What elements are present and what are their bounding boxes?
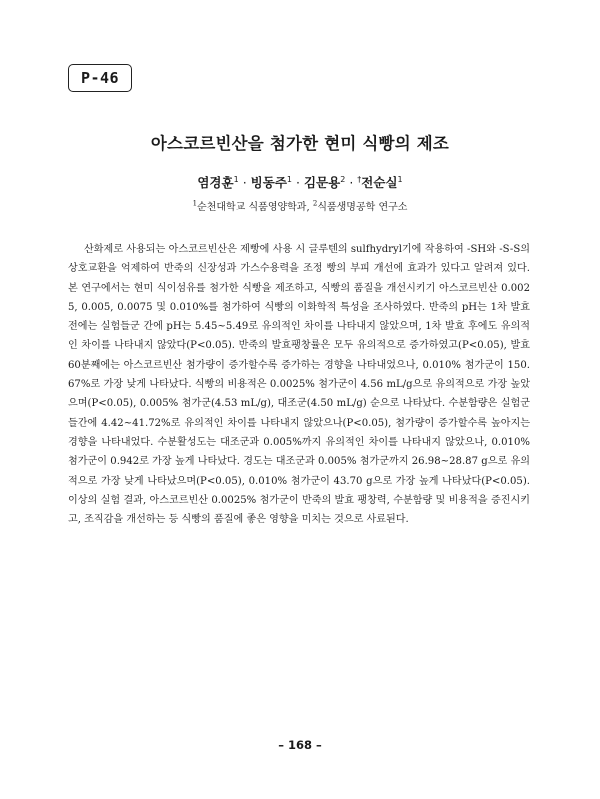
author-list: [0, 173, 600, 191]
affiliation: $^1$순천대학교 식품영양학과,: [192, 199, 310, 213]
poster-code-badge: P-46: [68, 64, 132, 92]
author: 빙동주$^1$: [250, 174, 292, 190]
page-number: – 168 –: [278, 738, 322, 752]
author-separator: ·: [296, 175, 300, 190]
author-separator: ·: [349, 175, 354, 190]
paper-title: 아스코르빈산을 첨가한 현미 식빵의 제조: [150, 134, 450, 153]
affiliations: [0, 198, 600, 213]
author: 염경훈$^1$: [197, 174, 239, 190]
author-separator: ·: [242, 175, 247, 190]
affiliation: $^2$식품생명공학 연구소: [312, 199, 408, 213]
corresponding-author: †전순실$^1$: [357, 174, 403, 190]
author: 김문용$^2$: [303, 174, 346, 190]
corresponding-mark: †: [357, 174, 362, 184]
abstract-text: 산화제로 사용되는 아스코르빈산은 제빵에 사용 시 글루텐의 sulfhydryl기에 작용하여 -SH와 -S-S의 상호교환을 억제하여 반죽의 신장성과 가스수용력을 조정 빵의 부피 개선에 효과가 있다고 알려져 있다. 본 연구에서는 현미 식이섬유를 첨가한 식빵을 제조하고, 식빵의 품질을 개선시키기 아스코르빈산 0.0025, 0.005, 0.0075 및 0.010%를 첨가하여 식빵의 이화학적 특성을 조사하였다. 반죽의 pH는 1차 발효 전에는 실험들군 간에 pH는 5.45~5.49로 유의적인 차이를 나타내지 않았으며, 1차 발효 후에도 유의적인 차이를 나타내지 않았다(P<0.05). 반죽의 발효팽창률은 모두 유의적으로 증가하였고(P<0.05), 발효 60분째에는 아스코르빈산 첨가량이 증가할수록 증가하는 경향을 나타내었으나, 0.010% 첨가군이 150.67%로 가장 낮게 나타났다. 식빵의 비용적은 0.0025% 첨가군이 4.56 mL/g으로 유의적으로 가장 높았으며(P<0.05), 0.005% 첨가군(4.53 mL/g), 대조군(4.50 mL/g) 순으로 나타났다. 수분함량은 실험군들간에 4.42~41.72%로 유의적인 차이를 나타내지 않았으나(P<0.05), 첨가량이 증가할수록 높아지는 경향을 나타내었다. 수분활성도는 대조군과 0.005%까지 유의적인 차이를 나타내지 않았으나, 0.010% 첨가군이 0.942로 가장 높게 나타났다. 경도는 대조군과 0.005% 첨가군까지 26.98~28.87 g으로 유의적으로 가장 낮게 나타났으며(P<0.05), 0.010% 첨가군이 43.70 g으로 가장 높게 나타났다(P<0.05). 이상의 실험 결과, 아스코르빈산 0.0025% 첨가군이 반죽의 발효 팽창력, 수분함량 및 비용적을 증진시키고, 조직감을 개선하는 등 식빵의 품질에 좋은 영향을 미치는 것으로 사료된다.: [68, 244, 530, 526]
